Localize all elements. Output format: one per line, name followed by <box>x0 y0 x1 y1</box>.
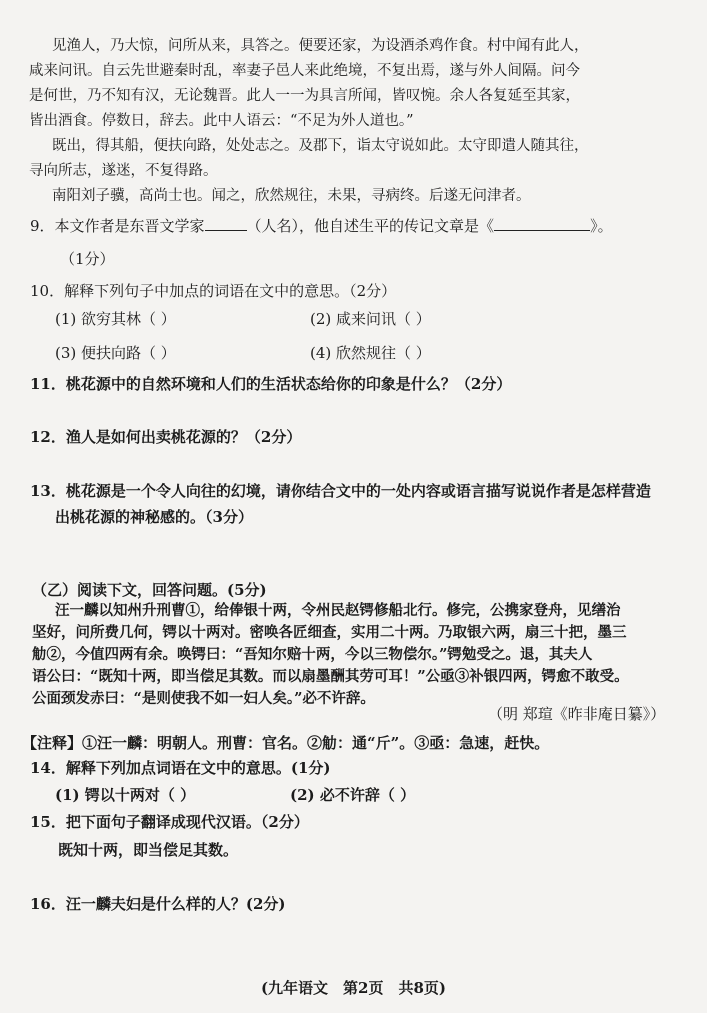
passage-line: 南阳刘子骥，高尚士也。闻之，欣然规往，未果，寻病终。后遂无问津者。 <box>52 188 531 204</box>
q9-text-2: （人名），他自述生平的传记文章是《 <box>246 217 495 235</box>
q10-item-4: (4) 欣然规往（ ） <box>310 344 431 362</box>
q10-item-1: (1) 欲穷其林（ ） <box>55 310 176 328</box>
q9-text-3: 》。 <box>590 217 613 235</box>
part-b-line: 坚好，问所费几何，锷以十两对。密唤各匠细查，实用二十两。乃取银六两，扇三十把，墨三 <box>32 624 627 641</box>
question-12: 12．渔人是如何出卖桃花源的？（2分） <box>30 428 302 446</box>
part-b-line: 语公曰：“既知十两，即当偿足其数。而以扇墨酬其劳可耳！”公亟③补银四两，锷愈不敢受。 <box>32 668 629 685</box>
question-14-title: 14．解释下列加点词语在文中的意思。(1分) <box>30 759 331 777</box>
passage-line: 见渔人，乃大惊，问所从来，具答之。便要还家，为设酒杀鸡作食。村中闻有此人， <box>52 38 589 54</box>
question-9 <box>30 216 613 236</box>
q9-blank-author[interactable] <box>205 216 247 231</box>
passage-line: 皆出酒食。停数日，辞去。此中人语云：“不足为外人道也。” <box>29 113 414 129</box>
question-13-line-2: 出桃花源的神秘感的。（3分） <box>55 508 253 526</box>
q10-item-3: (3) 便扶向路（ ） <box>55 344 176 362</box>
question-11: 11．桃花源中的自然环境和人们的生活状态给你的印象是什么？（2分） <box>30 375 512 393</box>
question-10-title: 10．解释下列句子中加点的词语在文中的意思。（2分） <box>30 282 397 300</box>
part-b-source: （明 郑瑄《昨非庵日纂》） <box>488 705 666 723</box>
q9-score: （1分） <box>60 250 115 268</box>
passage-line: 是何世，乃不知有汉，无论魏晋。此人一一为具言所闻，皆叹惋。余人各复延至其家， <box>29 88 580 104</box>
passage-line: 寻向所志，遂迷，不复得路。 <box>29 163 218 179</box>
q14-item-1: (1) 锷以十两对（ ） <box>55 786 196 804</box>
q15-sentence: 既知十两，即当偿足其数。 <box>58 841 239 859</box>
question-13-line-1: 13．桃花源是一个令人向往的幻境，请你结合文中的一处内容或语言描写说说作者是怎样营造 <box>30 482 651 500</box>
q9-text-1: 9．本文作者是东晋文学家 <box>30 217 205 235</box>
part-b-line: 汪一麟以知州升刑曹①，给俸银十两，令州民赵锷修船北行。修完，公携家登舟，见缮治 <box>55 602 621 619</box>
passage-line: 咸来问讯。自云先世避秦时乱，率妻子邑人来此绝境，不复出焉，遂与外人间隔。问今 <box>29 63 580 79</box>
part-b-line: 觔②，今值四两有余。唤锷曰：“吾知尔赔十两，今以三物偿尔。”锷勉受之。退，其夫人 <box>32 646 593 663</box>
q9-blank-title[interactable] <box>494 216 590 231</box>
part-b-note: 【注释】①汪一麟：明朝人。刑曹：官名。②觔：通“斤”。③亟：急速，赶快。 <box>22 734 550 752</box>
question-16: 16．汪一麟夫妇是什么样的人？(2分) <box>30 895 286 913</box>
question-15-title: 15．把下面句子翻译成现代汉语。（2分） <box>30 813 309 831</box>
page-footer: (九年语文 第2页 共8页) <box>260 979 447 997</box>
part-b-heading: （乙）阅读下文，回答问题。(5分) <box>32 581 267 599</box>
q14-item-2: (2) 必不许辞（ ） <box>290 786 416 804</box>
part-b-line: 公面颈发赤曰：“是则使我不如一妇人矣。”必不许辞。 <box>32 690 375 707</box>
passage-line: 既出，得其船，便扶向路，处处志之。及郡下，诣太守说如此。太守即遣人随其往， <box>52 138 589 154</box>
q10-item-2: (2) 咸来问讯（ ） <box>310 310 431 328</box>
